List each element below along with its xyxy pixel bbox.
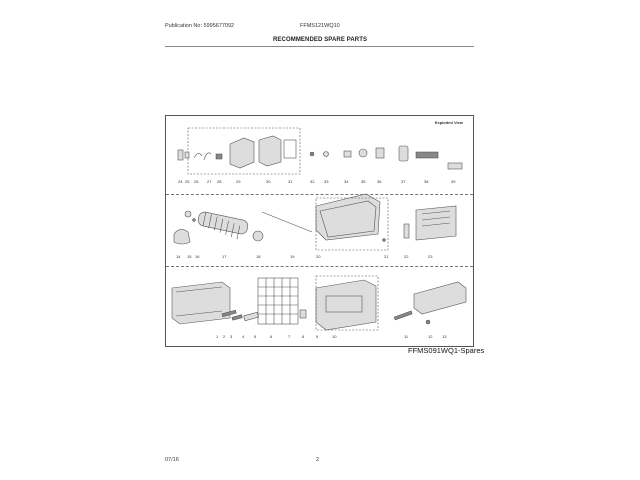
label-25: 25 — [185, 179, 190, 184]
label-6: 6 — [270, 334, 273, 339]
label-10: 10 — [332, 334, 337, 339]
part-19 — [262, 212, 312, 232]
part-39 — [448, 163, 462, 169]
label-19: 19 — [290, 254, 295, 259]
label-29: 29 — [236, 179, 241, 184]
section-divider-2 — [166, 266, 473, 267]
part-14 — [174, 229, 190, 244]
part-11 — [394, 311, 412, 320]
part-8 — [300, 310, 306, 318]
row3-labels — [216, 334, 447, 339]
row2-labels — [176, 254, 433, 259]
part-15 — [185, 211, 191, 217]
part-36 — [376, 148, 384, 158]
label-39: 39 — [451, 179, 456, 184]
header-divider — [165, 46, 474, 47]
part-4 — [232, 315, 242, 320]
label-36: 36 — [377, 179, 382, 184]
label-16: 16 — [195, 254, 200, 259]
part-34 — [344, 151, 351, 157]
label-38: 38 — [424, 179, 429, 184]
label-37: 37 — [401, 179, 406, 184]
part-32 — [310, 152, 314, 156]
label-28: 28 — [217, 179, 222, 184]
row1-labels — [178, 179, 456, 184]
part-22 — [404, 224, 409, 238]
part-26 — [194, 153, 202, 158]
label-3: 3 — [230, 334, 233, 339]
section-divider-1 — [166, 194, 473, 195]
label-2: 2 — [223, 334, 226, 339]
label-35: 35 — [361, 179, 366, 184]
label-4: 4 — [242, 334, 245, 339]
label-11: 11 — [404, 334, 409, 339]
page-number: 2 — [316, 457, 320, 463]
part-28 — [216, 154, 222, 159]
part-5 — [244, 312, 259, 320]
part-25 — [185, 152, 189, 158]
part-30 — [259, 136, 281, 166]
part-27 — [204, 153, 211, 160]
parts-drawing — [166, 116, 473, 346]
part-16 — [193, 219, 196, 222]
label-13: 13 — [442, 334, 447, 339]
part-12 — [426, 320, 430, 324]
part-33 — [324, 152, 329, 157]
label-26: 26 — [194, 179, 199, 184]
label-14: 14 — [176, 254, 181, 259]
part-18 — [253, 231, 263, 241]
label-1: 1 — [216, 334, 219, 339]
part-13 — [414, 282, 466, 314]
page-title: RECOMMENDED SPARE PARTS — [273, 37, 368, 43]
label-8: 8 — [302, 334, 305, 339]
label-22: 22 — [404, 254, 409, 259]
label-5: 5 — [254, 334, 257, 339]
part-35 — [359, 149, 367, 157]
label-27: 27 — [207, 179, 212, 184]
part-31 — [284, 140, 296, 158]
part-29 — [230, 138, 254, 168]
publication-number: Publication No: 5995677092 — [165, 23, 235, 29]
exploded-view-diagram — [165, 115, 474, 347]
label-20: 20 — [316, 254, 321, 259]
label-21: 21 — [384, 254, 389, 259]
part-20 — [316, 194, 380, 240]
part-38 — [416, 152, 438, 158]
part-21 — [383, 239, 386, 242]
view-label: Exploded View — [434, 120, 463, 125]
label-24: 24 — [178, 179, 183, 184]
label-31: 31 — [288, 179, 293, 184]
part-37 — [399, 146, 408, 161]
label-23: 23 — [428, 254, 433, 259]
label-33: 33 — [324, 179, 329, 184]
label-15: 15 — [187, 254, 192, 259]
label-7: 7 — [288, 334, 291, 339]
footer-date: 07/16 — [165, 457, 179, 463]
label-17: 17 — [222, 254, 227, 259]
part-17 — [197, 211, 249, 239]
label-30: 30 — [266, 179, 271, 184]
part-7 — [258, 278, 298, 324]
label-18: 18 — [256, 254, 261, 259]
label-34: 34 — [344, 179, 349, 184]
model-number: FFMS121WQ10 — [300, 23, 340, 29]
part-1 — [172, 282, 230, 324]
label-9: 9 — [316, 334, 319, 339]
diagram-caption: FFMS091WQ1-Spares — [408, 346, 485, 355]
label-12: 12 — [428, 334, 433, 339]
part-24 — [178, 150, 183, 160]
part-9 — [316, 280, 376, 330]
label-32: 32 — [310, 179, 315, 184]
